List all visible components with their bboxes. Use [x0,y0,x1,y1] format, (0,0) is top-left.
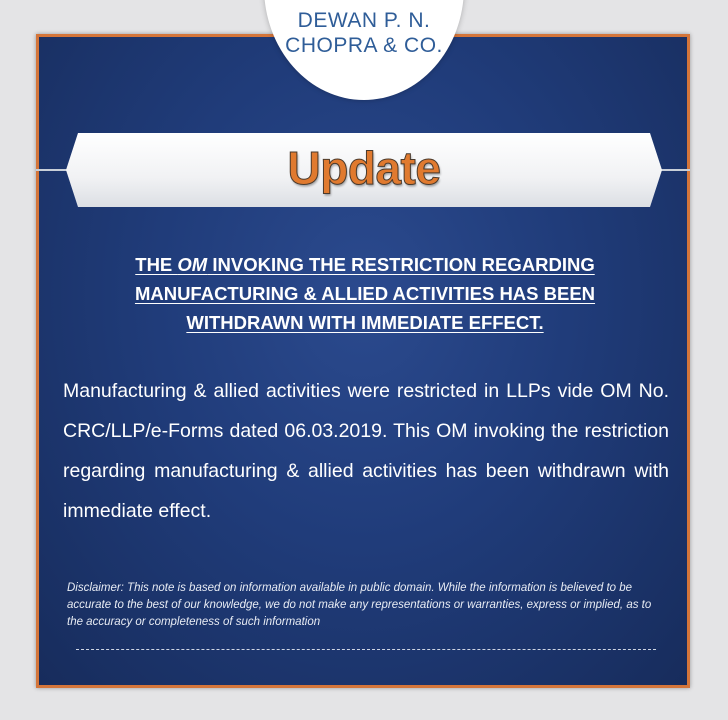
banner-title: Update [287,142,441,194]
logo-line-1-rest: EWAN P. N. [313,9,431,32]
headline [80,250,650,337]
headline-italic: OM [177,254,208,275]
disclaimer: Disclaimer: This note is based on information available in public domain. While the information is believed to be accurate to the best of our knowledge, we do not make any representations or warranties, express or implied, as to the accuracy or completeness of such information [67,582,652,628]
logo-line-2 [264,33,464,58]
headline-part-1: THE [135,254,178,275]
logo-line-1-initial: D [297,9,314,32]
logo-line-2-rest: HOPRA & C [300,34,420,57]
body-paragraph: Manufacturing & allied activities were restricted in LLPs vide OM No. CRC/LLP/e-Forms dated 06.03.2019. This OM invoking the restriction regarding manufacturing & allied activities has been withdrawn with immediate effect. [63,380,669,522]
dashed-divider [76,649,656,650]
logo-line-2-initial: C [285,34,301,57]
firm-logo [264,8,464,58]
headline-part-2: INVOKING THE RESTRICTION REGARDING MANUFACTURING & ALLIED ACTIVITIES HAS BEEN WITHDRAWN WITH IMMEDIATE EFFECT. [134,254,596,333]
logo-line-1 [264,8,464,33]
logo-line-2-suffix: O. [419,34,443,57]
